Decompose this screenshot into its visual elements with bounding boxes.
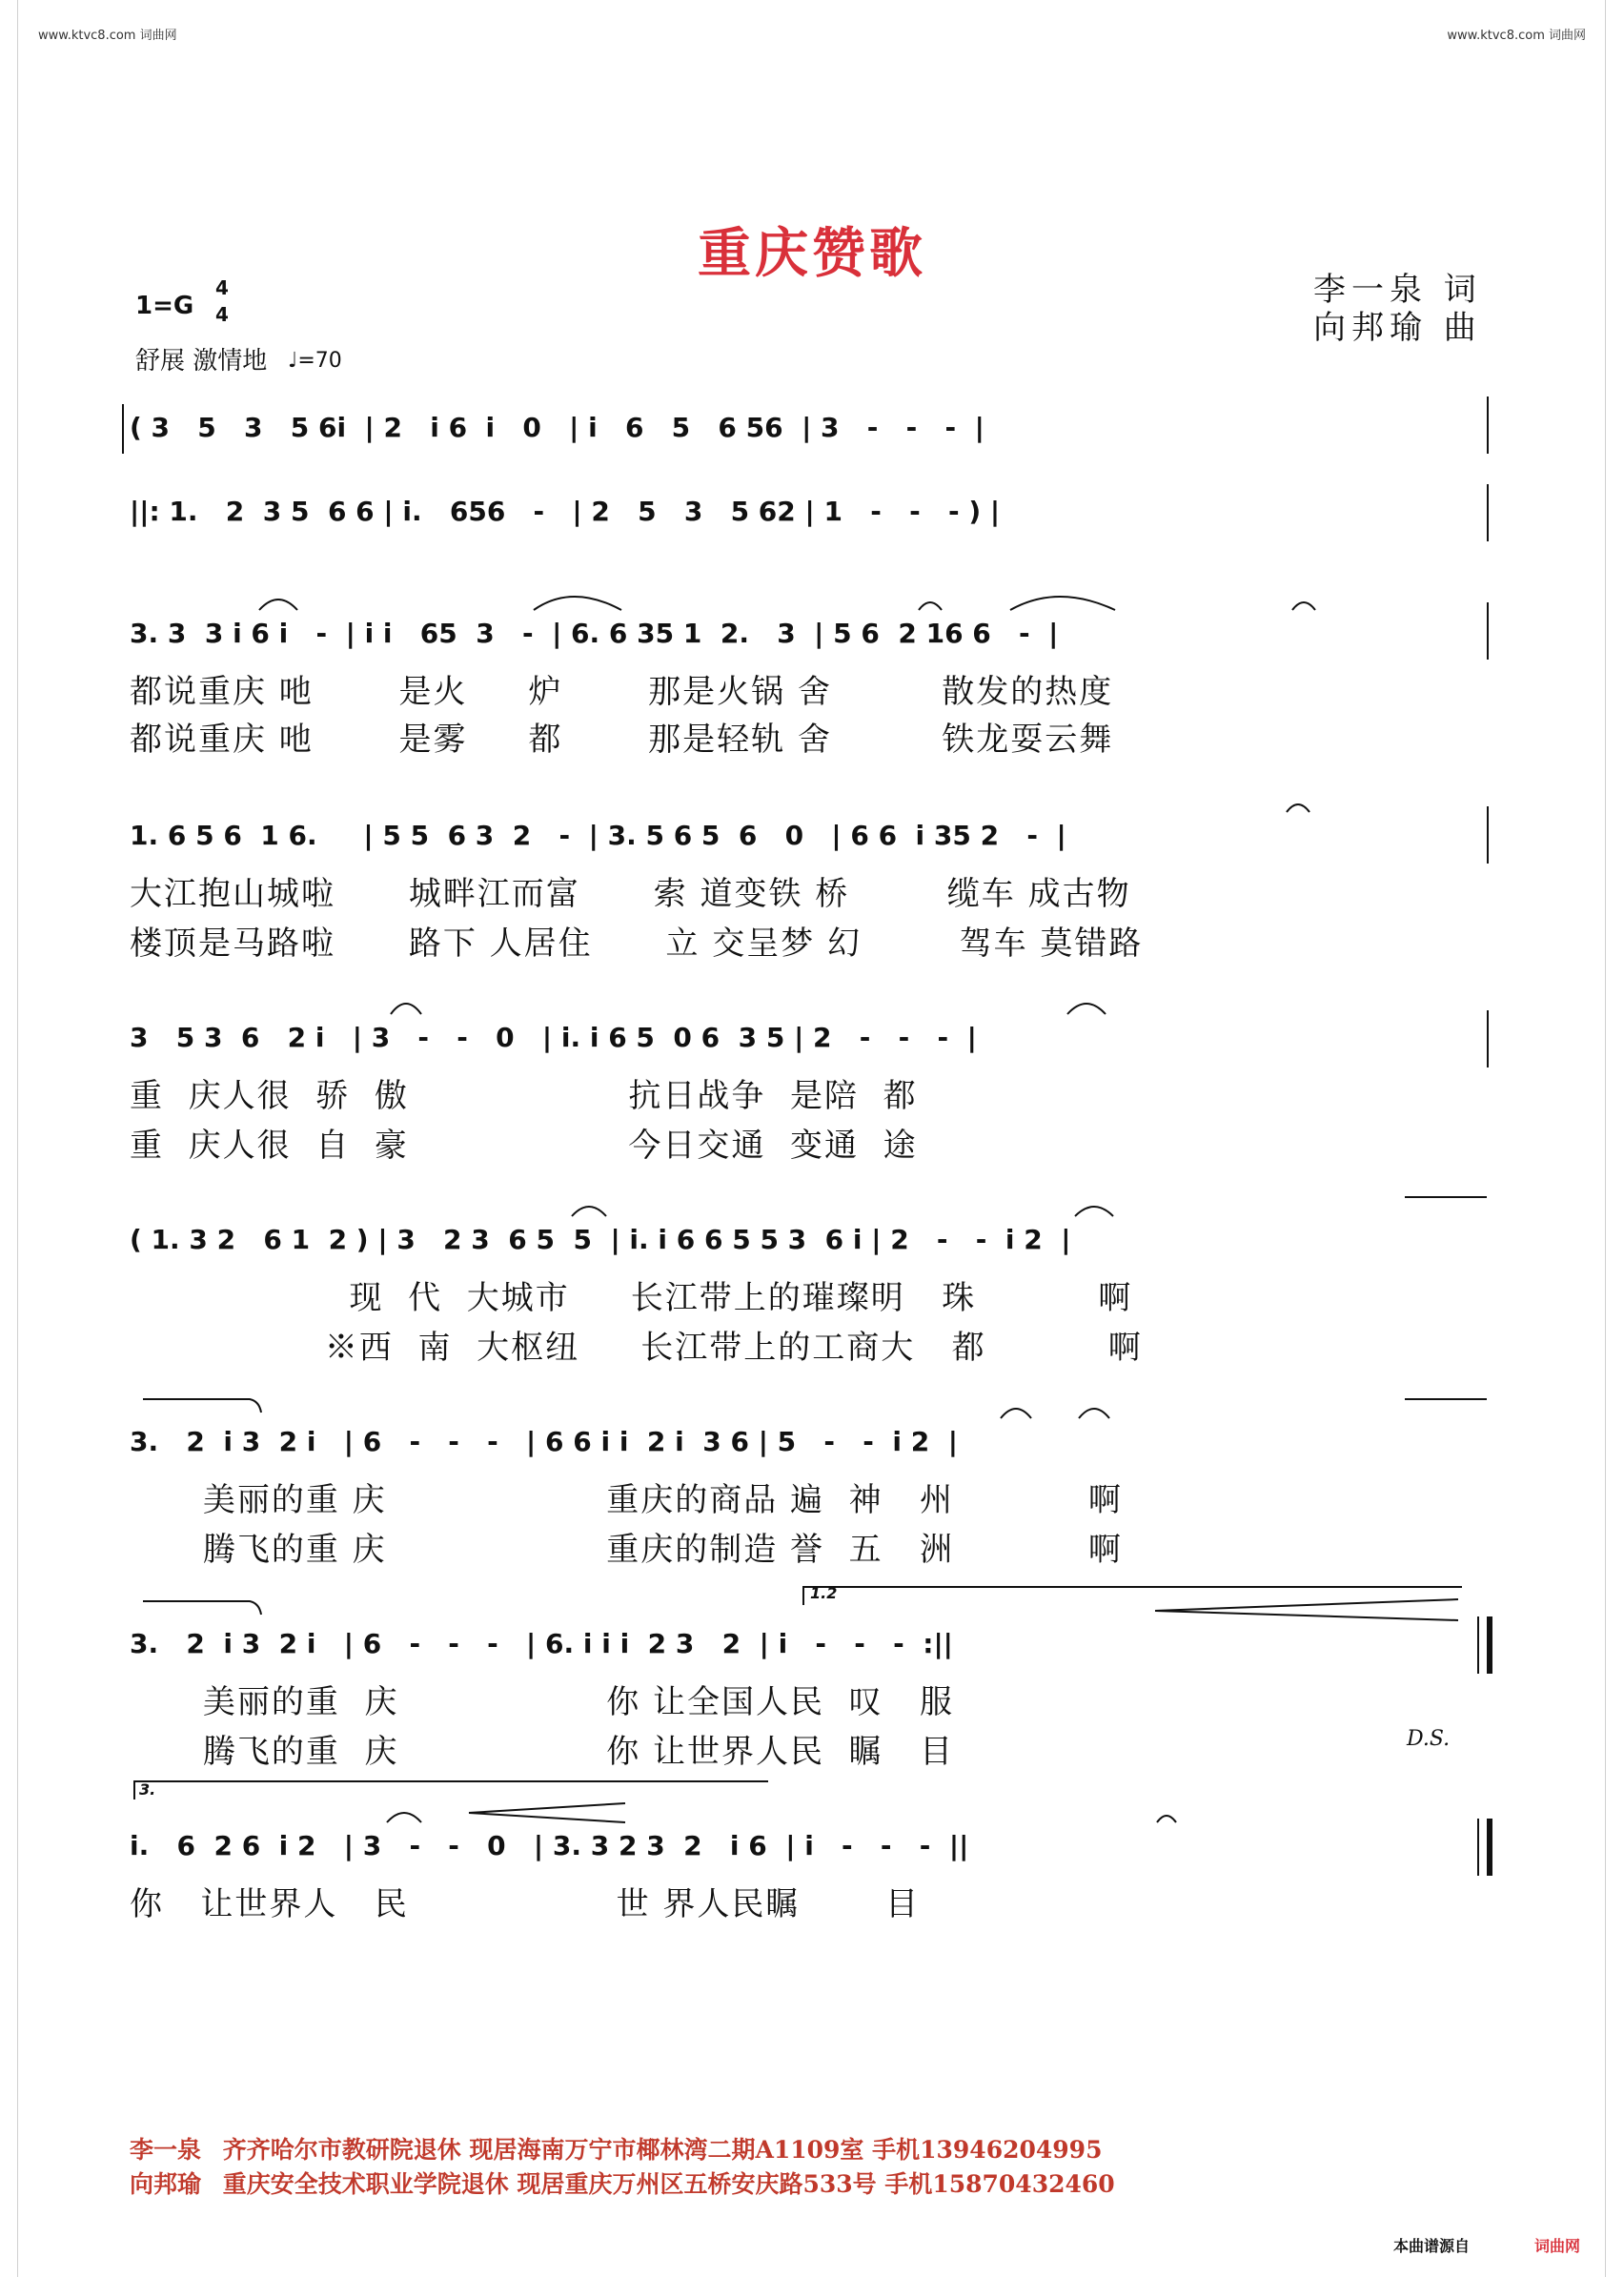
lyric-line-5a: 重 庆人很 骄 傲 抗日战争 是陪 都: [130, 1077, 918, 1115]
staff-line-8: 3. 2 i 3 2 i | 6 - - - | 6. i i i 2 3 2 | i - - - :||: [130, 1628, 953, 1659]
key-signature: 1=G: [135, 292, 194, 320]
lyric-line-4b: 楼顶是马路啦 路下 人居住 立 交呈梦 幻 驾车 莫错路: [130, 925, 1144, 963]
staff-line-9: i. 6 2 6 i 2 | 3 - - 0 | 3. 3 2 3 2 i 6 | i - - - ||: [130, 1830, 969, 1861]
lyric-line-4a: 大江抱山城啦 城畔江而富 索 道变铁 桥 缆车 成古物: [130, 875, 1131, 913]
footer-lyricist-detail: 齐齐哈尔市教研院退休 现居海南万宁市椰林湾二期A1109室 手机13946204995: [222, 2136, 1103, 2164]
staff-line-7: 3. 2 i 3 2 i | 6 - - - | 6 6 i i 2 i 3 6 | 5 - - i 2 |: [130, 1426, 958, 1457]
lyric-line-5b: 重 庆人很 自 豪 今日交通 变通 途: [130, 1127, 918, 1165]
staff-line-1: ( 3 5 3 5 6i | 2 i 6 i 0 | i 6 5 6 56 | 3 - - - |: [130, 412, 985, 443]
footer-composer-name: 向邦瑜: [130, 2170, 202, 2198]
tempo-mark: ♩=70: [288, 349, 342, 373]
footer-lyricist-info: [130, 2131, 1102, 2165]
footer-composer-info: [130, 2165, 1115, 2200]
source-note: 本曲谱源自: [1393, 2237, 1471, 2255]
lyric-line-7a: 美丽的重 庆 重庆的商品 遍 神 州 啊: [130, 1481, 1123, 1519]
volta-bracket-3: [133, 1780, 768, 1799]
staff-line-6: ( 1. 3 2 6 1 2 ) | 3 2 3 6 5 5 | i. i 6 6 5 5 3 6 i | 2 - - i 2 |: [130, 1224, 1071, 1255]
footer-composer-detail: 重庆安全技术职业学院退休 现居重庆万州区五桥安庆路533号 手机15870432460: [222, 2170, 1115, 2198]
dal-segno-mark: D.S.: [1407, 1727, 1451, 1751]
lyric-line-6b: ※西 南 大枢纽 长江带上的工商大 都 啊: [130, 1329, 1143, 1367]
staff-line-4: 1. 6 5 6 1 6. | 5 5 6 3 2 - | 3. 5 6 5 6 0 | 6 6 i 35 2 - |: [130, 820, 1066, 851]
lyric-line-6a: 现 代 大城市 长江带上的璀璨明 珠 啊: [130, 1279, 1133, 1317]
time-signature-top: 4: [215, 276, 229, 299]
lyric-line-8a: 美丽的重 庆 你 让全国人民 叹 服: [130, 1683, 955, 1721]
volta-bracket-1-2: [802, 1586, 1462, 1605]
source-brand[interactable]: 词曲网: [1534, 2237, 1581, 2255]
lyric-line-8b: 腾飞的重 庆 你 让世界人民 瞩 目: [130, 1733, 955, 1771]
lyricist-credit: 李一泉 词: [1313, 271, 1482, 309]
lyric-line-3b: 都说重庆 吔 是雾 都 那是轻轨 舍 铁龙耍云舞: [130, 721, 1114, 759]
lyric-line-7b: 腾飞的重 庆 重庆的制造 誉 五 洲 啊: [130, 1531, 1123, 1569]
lyric-line-9a: 你 让世界人 民 世 界人民瞩 目: [130, 1885, 921, 1923]
site-watermark-left: www.ktvc8.com 词曲网: [38, 29, 177, 43]
composer-credit: 向邦瑜 曲: [1313, 309, 1482, 347]
site-watermark-right: www.ktvc8.com 词曲网: [1447, 29, 1586, 43]
right-border-line: [1605, 0, 1606, 2277]
staff-line-3: 3. 3 3 i 6 i - | i i 65 3 - | 6. 6 35 1 2. 3 | 5 6 2 16 6 - |: [130, 618, 1059, 649]
staff-line-5: 3 5 3 6 2 i | 3 - - 0 | i. i 6 5 0 6 3 5 | 2 - - - |: [130, 1022, 977, 1053]
left-border-line: [17, 0, 18, 2277]
time-signature-bottom: 4: [215, 303, 229, 326]
footer-lyricist-name: 李一泉: [130, 2136, 202, 2164]
volta-label-3: 3.: [139, 1780, 156, 1799]
tempo-text: 舒展 激情地: [135, 347, 268, 376]
staff-line-2: ||: 1. 2 3 5 6 6 | i. 656 - | 2 5 3 5 62 | 1 - - - ) |: [130, 496, 1001, 527]
song-title: 重庆赞歌: [698, 222, 926, 285]
volta-label-1-2: 1.2: [810, 1584, 838, 1602]
lyric-line-3a: 都说重庆 吔 是火 炉 那是火锅 舍 散发的热度: [130, 673, 1114, 711]
